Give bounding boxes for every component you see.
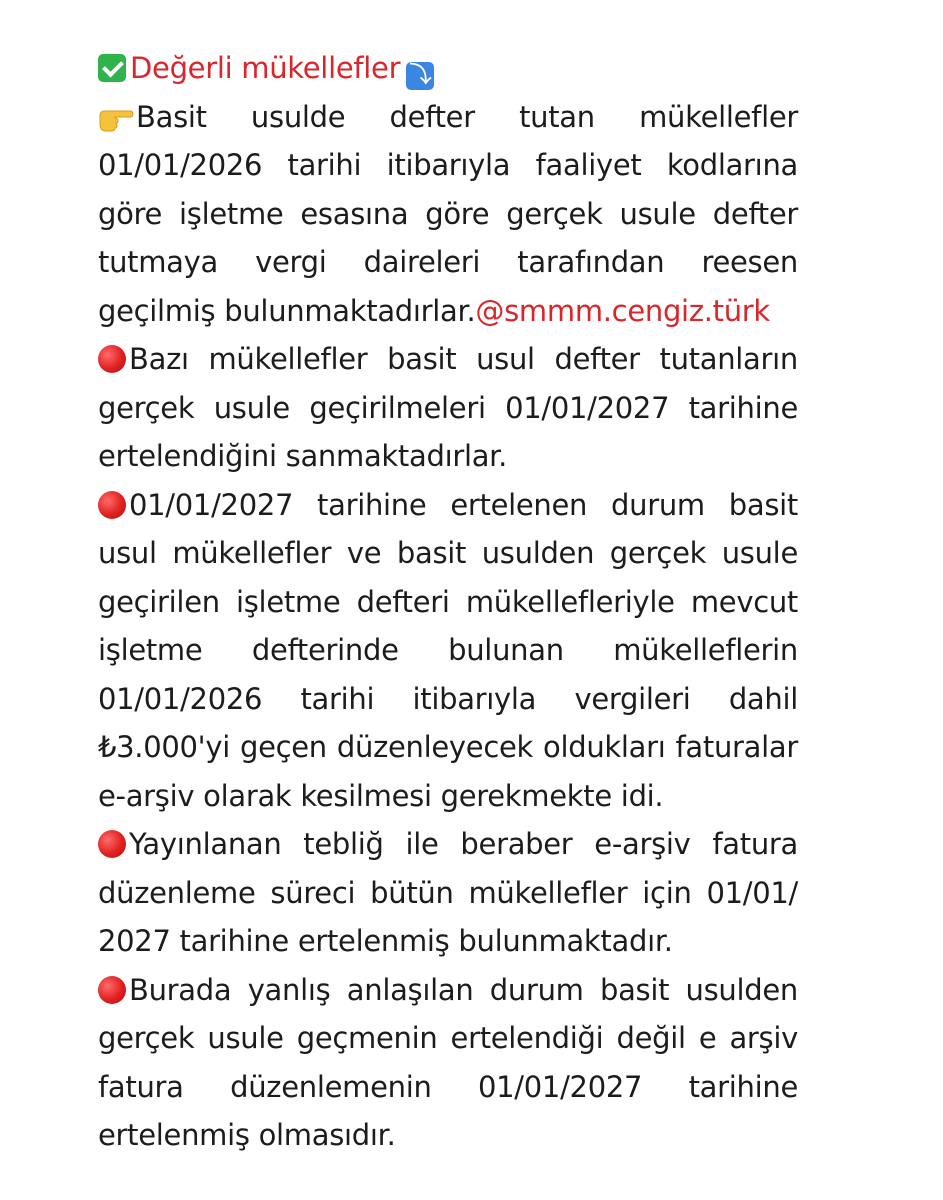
red-circle-icon [98, 491, 126, 519]
paragraph-3-text: 01/01/2027 tarihine ertelenen durum basit usul mükellefler ve basit usulden gerçek usule geçirilen işletme defteri mükellefleriyle mevcut işletme defterinde bulunan mükelleflerin 01/01/2026 tarihi itibarıyla vergileri dahil ₺3.000'yi geçen düzenleyecek oldukları faturalar e-arşiv olarak kesilmesi gerekmekte idi. [98, 487, 798, 813]
paragraph-2-text: Bazı mükellefler basit usul defter tutanların gerçek usule geçirilmeleri 01/01/2027 tarihine ertelendiğini sanmaktadırlar. [98, 342, 798, 473]
paragraph-1 [98, 93, 798, 336]
pointing-hand-icon [98, 102, 134, 132]
arrow-curving-down-icon: ⤵ [406, 62, 434, 90]
title-line [98, 44, 798, 93]
paragraph-5-text: Burada yanlış anlaşılan durum basit usulden gerçek usule geçmenin ertelendiği değil e arşiv fatura düzenlemenin 01/01/2027 tarihine ertelenmiş olmasıdır. [98, 972, 798, 1152]
paragraph-4 [98, 820, 798, 966]
announcement-document [98, 44, 798, 1160]
paragraph-2 [98, 335, 798, 481]
author-mention[interactable]: @smmm.cengiz.türk [475, 293, 770, 328]
paragraph-4-text: Yayınlanan tebliğ ile beraber e-arşiv fatura düzenleme süreci bütün mükellefler için 01/01/ 2027 tarihine ertelenmiş bulunmaktadır. [98, 827, 798, 958]
red-circle-icon [98, 976, 126, 1004]
paragraph-1-text: Basit usulde defter tutan mükellefler 01/01/2026 tarihi itibarıyla faaliyet kodlarına göre işletme esasına göre gerçek usule defter tutmaya vergi daireleri tarafından reesen geçilmiş bulunmaktadırlar. [98, 99, 798, 328]
red-circle-icon [98, 830, 126, 858]
red-circle-icon [98, 345, 126, 373]
paragraph-5 [98, 966, 798, 1160]
check-mark-icon [98, 54, 126, 82]
paragraph-3 [98, 481, 798, 821]
page-title: Değerli mükellefler [130, 51, 401, 85]
